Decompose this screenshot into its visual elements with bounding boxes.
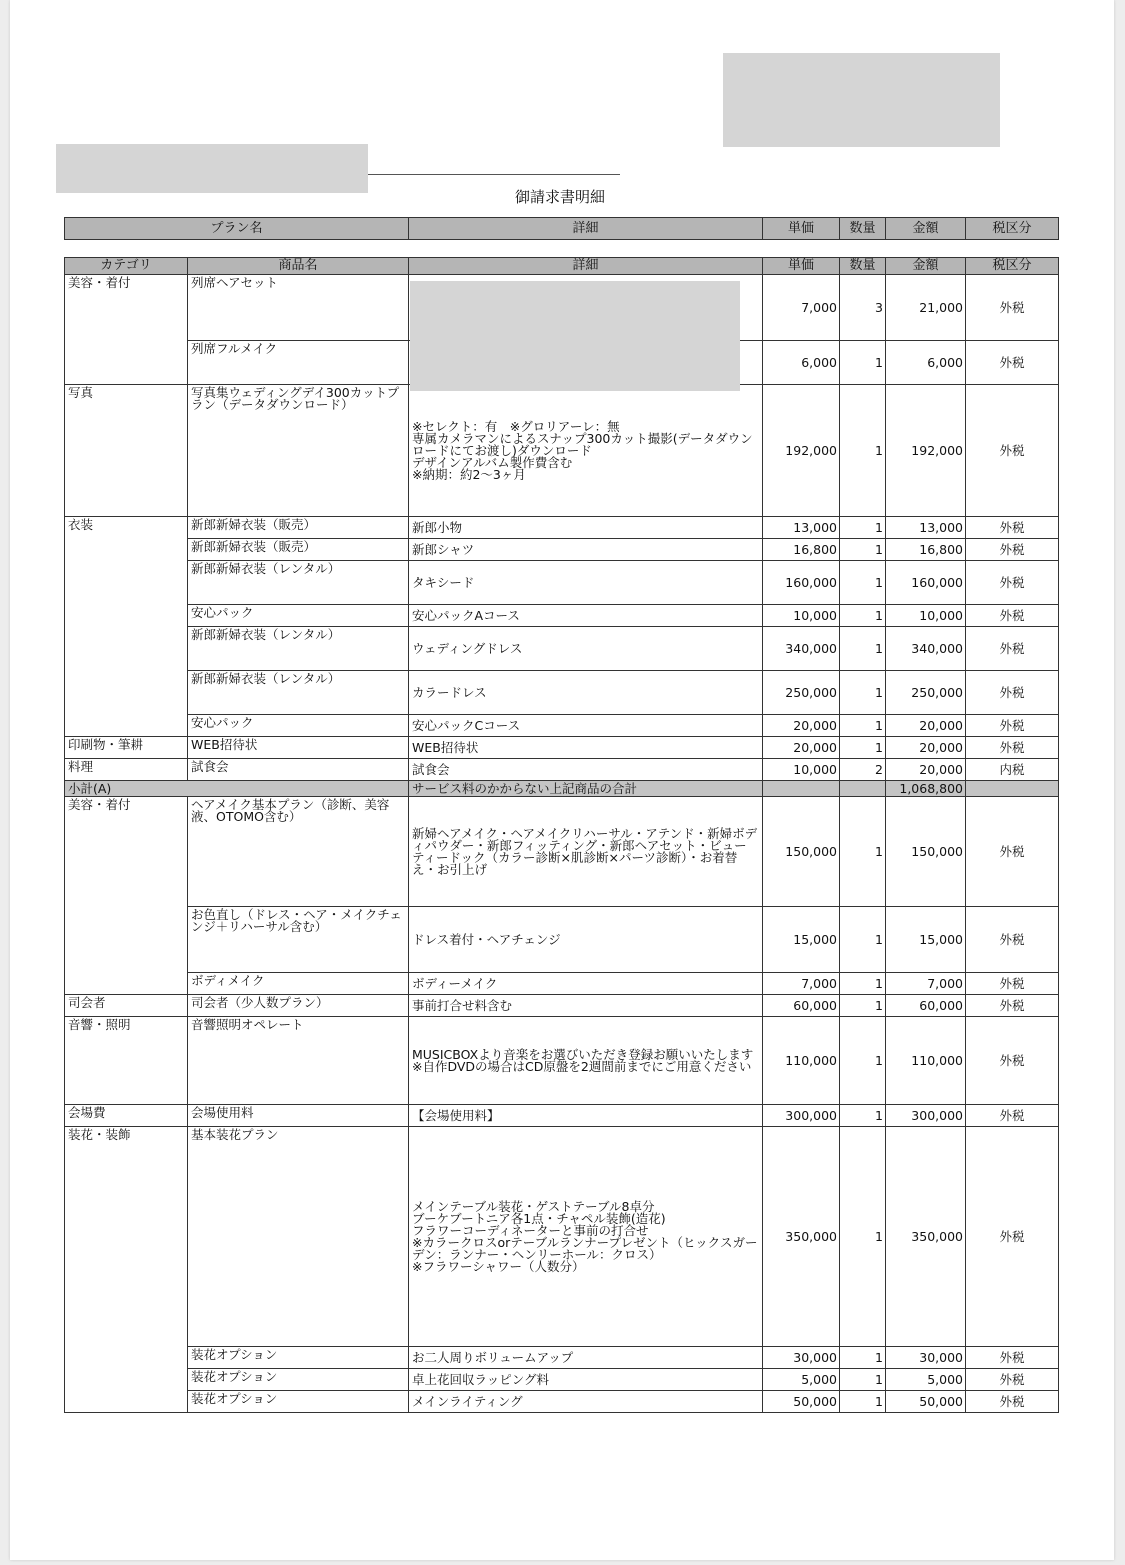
cell-quantity: 1 <box>840 1347 886 1369</box>
cell-tax-type: 外税 <box>966 561 1059 605</box>
cell-quantity: 1 <box>840 973 886 995</box>
cell-category: 衣装 <box>65 517 188 737</box>
cell-tax-type: 外税 <box>966 907 1059 973</box>
header-detail: 詳細 <box>409 218 763 240</box>
table-row <box>65 605 1059 627</box>
table-row <box>65 715 1059 737</box>
table-row <box>65 627 1059 671</box>
cell-amount: 60,000 <box>886 995 966 1017</box>
cell-unit-price: 150,000 <box>763 797 840 907</box>
cell-detail: 新郎小物 <box>409 517 763 539</box>
cell-unit-price: 20,000 <box>763 715 840 737</box>
cell-category: 司会者 <box>65 995 188 1017</box>
cell-quantity: 1 <box>840 715 886 737</box>
cell-detail: 事前打合せ料含む <box>409 995 763 1017</box>
cell-product: 安心パック <box>188 605 409 627</box>
cell-category: 音響・照明 <box>65 1017 188 1105</box>
cell-product: 新郎新婦衣装（販売） <box>188 539 409 561</box>
header-tax-type: 税区分 <box>966 258 1059 275</box>
cell-product: 新郎新婦衣装（レンタル） <box>188 627 409 671</box>
cell-amount: 20,000 <box>886 715 966 737</box>
table-row <box>65 517 1059 539</box>
cell-product: 装花オプション <box>188 1391 409 1413</box>
table-row <box>65 995 1059 1017</box>
cell-detail: 【会場使用料】 <box>409 1105 763 1127</box>
cell-amount: 16,800 <box>886 539 966 561</box>
cell-detail: 試食会 <box>409 759 763 781</box>
table-row <box>65 539 1059 561</box>
cell-category: 写真 <box>65 385 188 517</box>
subtotal-blank <box>840 781 886 797</box>
table-row <box>65 1391 1059 1413</box>
cell-unit-price: 60,000 <box>763 995 840 1017</box>
cell-quantity: 1 <box>840 605 886 627</box>
cell-detail: 新婦ヘアメイク・ヘアメイクリハーサル・アテンド・新婦ボディパウダー・新郎フィッティング・新郎ヘアセット・ビューティードック（カラー診断×肌診断×パーツ診断）・お着替え・お引上げ <box>409 797 763 907</box>
table-row <box>65 797 1059 907</box>
header-product: 商品名 <box>188 258 409 275</box>
table-row <box>65 671 1059 715</box>
cell-tax-type: 外税 <box>966 973 1059 995</box>
cell-product: 新郎新婦衣装（販売） <box>188 517 409 539</box>
cell-product: お色直し（ドレス・ヘア・メイクチェンジ＋リハーサル含む） <box>188 907 409 973</box>
cell-detail: メインテーブル装花・ゲストテーブル8卓分 ブーケブートニア各1点・チャペル装飾(造花) フラワーコーディネーターと事前の打合せ ※カラークロスorテーブルランナープレゼント（ヒックスガーデン：ランナー・ヘンリーホール：クロス） ※フラワーシャワー（人数分） <box>409 1127 763 1347</box>
redacted-block <box>410 281 740 391</box>
table-row <box>65 561 1059 605</box>
cell-unit-price: 20,000 <box>763 737 840 759</box>
cell-unit-price: 7,000 <box>763 973 840 995</box>
cell-quantity: 3 <box>840 275 886 341</box>
cell-amount: 13,000 <box>886 517 966 539</box>
cell-product: 装花オプション <box>188 1347 409 1369</box>
cell-unit-price: 110,000 <box>763 1017 840 1105</box>
header-quantity: 数量 <box>840 258 886 275</box>
cell-detail: メインライティング <box>409 1391 763 1413</box>
cell-quantity: 1 <box>840 737 886 759</box>
cell-product: ヘアメイク基本プラン（診断、美容液、OTOMO含む） <box>188 797 409 907</box>
cell-quantity: 1 <box>840 561 886 605</box>
cell-product: 新郎新婦衣装（レンタル） <box>188 561 409 605</box>
table-row <box>65 1105 1059 1127</box>
header-unit-price: 単価 <box>763 258 840 275</box>
cell-detail: 新郎シャツ <box>409 539 763 561</box>
table-row <box>65 1347 1059 1369</box>
cell-tax-type: 外税 <box>966 671 1059 715</box>
cell-quantity: 1 <box>840 907 886 973</box>
subtotal-amount: 1,068,800 <box>886 781 966 797</box>
cell-detail: お二人周りボリュームアップ <box>409 1347 763 1369</box>
cell-detail: WEB招待状 <box>409 737 763 759</box>
cell-product: 写真集ウェディングデイ300カットプラン（データダウンロード） <box>188 385 409 517</box>
table-row <box>65 737 1059 759</box>
redacted-block <box>723 53 1000 147</box>
cell-amount: 350,000 <box>886 1127 966 1347</box>
cell-unit-price: 6,000 <box>763 341 840 385</box>
cell-category: 印刷物・筆耕 <box>65 737 188 759</box>
redacted-block <box>56 144 368 193</box>
cell-tax-type: 外税 <box>966 539 1059 561</box>
cell-amount: 7,000 <box>886 973 966 995</box>
cell-tax-type: 外税 <box>966 517 1059 539</box>
cell-quantity: 1 <box>840 385 886 517</box>
cell-tax-type: 外税 <box>966 385 1059 517</box>
cell-amount: 15,000 <box>886 907 966 973</box>
header-category: カテゴリ <box>65 258 188 275</box>
cell-unit-price: 10,000 <box>763 759 840 781</box>
cell-unit-price: 192,000 <box>763 385 840 517</box>
cell-unit-price: 7,000 <box>763 275 840 341</box>
cell-quantity: 1 <box>840 1369 886 1391</box>
cell-product: 会場使用料 <box>188 1105 409 1127</box>
cell-product: 装花オプション <box>188 1369 409 1391</box>
cell-amount: 150,000 <box>886 797 966 907</box>
table-row <box>65 759 1059 781</box>
cell-quantity: 1 <box>840 797 886 907</box>
cell-unit-price: 10,000 <box>763 605 840 627</box>
cell-unit-price: 350,000 <box>763 1127 840 1347</box>
cell-detail: 安心パックCコース <box>409 715 763 737</box>
cell-product: 列席フルメイク <box>188 341 409 385</box>
header-unit-price: 単価 <box>763 218 840 240</box>
header-quantity: 数量 <box>840 218 886 240</box>
cell-product: 基本装花プラン <box>188 1127 409 1347</box>
cell-tax-type: 外税 <box>966 737 1059 759</box>
subtotal-description: サービス料のかからない上記商品の合計 <box>409 781 763 797</box>
cell-unit-price: 250,000 <box>763 671 840 715</box>
table-row <box>65 973 1059 995</box>
cell-amount: 250,000 <box>886 671 966 715</box>
table-row <box>65 1369 1059 1391</box>
cell-unit-price: 50,000 <box>763 1391 840 1413</box>
cell-tax-type: 外税 <box>966 715 1059 737</box>
cell-detail: 卓上花回収ラッピング料 <box>409 1369 763 1391</box>
cell-tax-type: 外税 <box>966 275 1059 341</box>
header-detail: 詳細 <box>409 258 763 275</box>
cell-detail: ドレス着付・ヘアチェンジ <box>409 907 763 973</box>
subtotal-label: 小計(A) <box>65 781 409 797</box>
cell-detail: MUSICBOXより音楽をお選びいただき登録お願いいたします ※自作DVDの場合はCD原盤を2週間前までにご用意ください <box>409 1017 763 1105</box>
cell-quantity: 1 <box>840 517 886 539</box>
document-title: 御請求書明細 <box>514 188 605 206</box>
cell-detail: カラードレス <box>409 671 763 715</box>
cell-detail: ※セレクト：有 ※グロリアーレ：無 専属カメラマンによるスナップ300カット撮影(データダウンロードにてお渡し)ダウンロード デザインアルバム製作費含む ※納期：約2〜3ヶ月 <box>409 385 763 517</box>
cell-amount: 300,000 <box>886 1105 966 1127</box>
cell-unit-price: 16,800 <box>763 539 840 561</box>
cell-quantity: 1 <box>840 671 886 715</box>
header-amount: 金額 <box>886 218 966 240</box>
cell-tax-type: 外税 <box>966 995 1059 1017</box>
cell-product: ボディメイク <box>188 973 409 995</box>
cell-tax-type: 外税 <box>966 1017 1059 1105</box>
cell-detail: 安心パックAコース <box>409 605 763 627</box>
cell-tax-type: 外税 <box>966 605 1059 627</box>
cell-quantity: 1 <box>840 1391 886 1413</box>
cell-amount: 160,000 <box>886 561 966 605</box>
table-row <box>65 907 1059 973</box>
cell-unit-price: 5,000 <box>763 1369 840 1391</box>
cell-amount: 50,000 <box>886 1391 966 1413</box>
cell-product: WEB招待状 <box>188 737 409 759</box>
cell-unit-price: 340,000 <box>763 627 840 671</box>
detail-table <box>64 257 1059 1413</box>
cell-detail: タキシード <box>409 561 763 605</box>
cell-tax-type: 外税 <box>966 627 1059 671</box>
cell-product: 列席ヘアセット <box>188 275 409 341</box>
cell-amount: 20,000 <box>886 759 966 781</box>
header-tax-type: 税区分 <box>966 218 1059 240</box>
cell-quantity: 1 <box>840 341 886 385</box>
cell-amount: 192,000 <box>886 385 966 517</box>
cell-quantity: 1 <box>840 1105 886 1127</box>
cell-product: 新郎新婦衣装（レンタル） <box>188 671 409 715</box>
cell-tax-type: 外税 <box>966 1369 1059 1391</box>
cell-unit-price: 160,000 <box>763 561 840 605</box>
cell-amount: 30,000 <box>886 1347 966 1369</box>
cell-product: 安心パック <box>188 715 409 737</box>
cell-unit-price: 13,000 <box>763 517 840 539</box>
cell-product: 試食会 <box>188 759 409 781</box>
cell-quantity: 1 <box>840 1127 886 1347</box>
cell-amount: 5,000 <box>886 1369 966 1391</box>
cell-amount: 20,000 <box>886 737 966 759</box>
cell-tax-type: 外税 <box>966 797 1059 907</box>
subtotal-row <box>65 781 1059 797</box>
cell-quantity: 2 <box>840 759 886 781</box>
subtotal-blank <box>763 781 840 797</box>
header-amount: 金額 <box>886 258 966 275</box>
cell-quantity: 1 <box>840 1017 886 1105</box>
cell-amount: 110,000 <box>886 1017 966 1105</box>
cell-category: 会場費 <box>65 1105 188 1127</box>
cell-quantity: 1 <box>840 539 886 561</box>
cell-tax-type: 外税 <box>966 1347 1059 1369</box>
plan-header-table <box>64 217 1059 240</box>
cell-tax-type: 外税 <box>966 1391 1059 1413</box>
cell-unit-price: 15,000 <box>763 907 840 973</box>
cell-category: 装花・装飾 <box>65 1127 188 1413</box>
subtotal-blank <box>966 781 1059 797</box>
cell-tax-type: 外税 <box>966 1105 1059 1127</box>
cell-category: 料理 <box>65 759 188 781</box>
cell-amount: 6,000 <box>886 341 966 385</box>
cell-category: 美容・着付 <box>65 797 188 995</box>
cell-product: 司会者（少人数プラン） <box>188 995 409 1017</box>
cell-amount: 10,000 <box>886 605 966 627</box>
cell-quantity: 1 <box>840 995 886 1017</box>
cell-detail: ウェディングドレス <box>409 627 763 671</box>
cell-quantity: 1 <box>840 627 886 671</box>
cell-product: 音響照明オペレート <box>188 1017 409 1105</box>
cell-tax-type: 外税 <box>966 341 1059 385</box>
header-plan-name: プラン名 <box>65 218 409 240</box>
cell-tax-type: 外税 <box>966 1127 1059 1347</box>
cell-tax-type: 内税 <box>966 759 1059 781</box>
cell-unit-price: 30,000 <box>763 1347 840 1369</box>
cell-amount: 340,000 <box>886 627 966 671</box>
cell-category: 美容・着付 <box>65 275 188 385</box>
signature-line <box>368 174 620 175</box>
table-row <box>65 1017 1059 1105</box>
table-row <box>65 385 1059 517</box>
cell-amount: 21,000 <box>886 275 966 341</box>
cell-detail: ボディーメイク <box>409 973 763 995</box>
table-row <box>65 1127 1059 1347</box>
cell-unit-price: 300,000 <box>763 1105 840 1127</box>
